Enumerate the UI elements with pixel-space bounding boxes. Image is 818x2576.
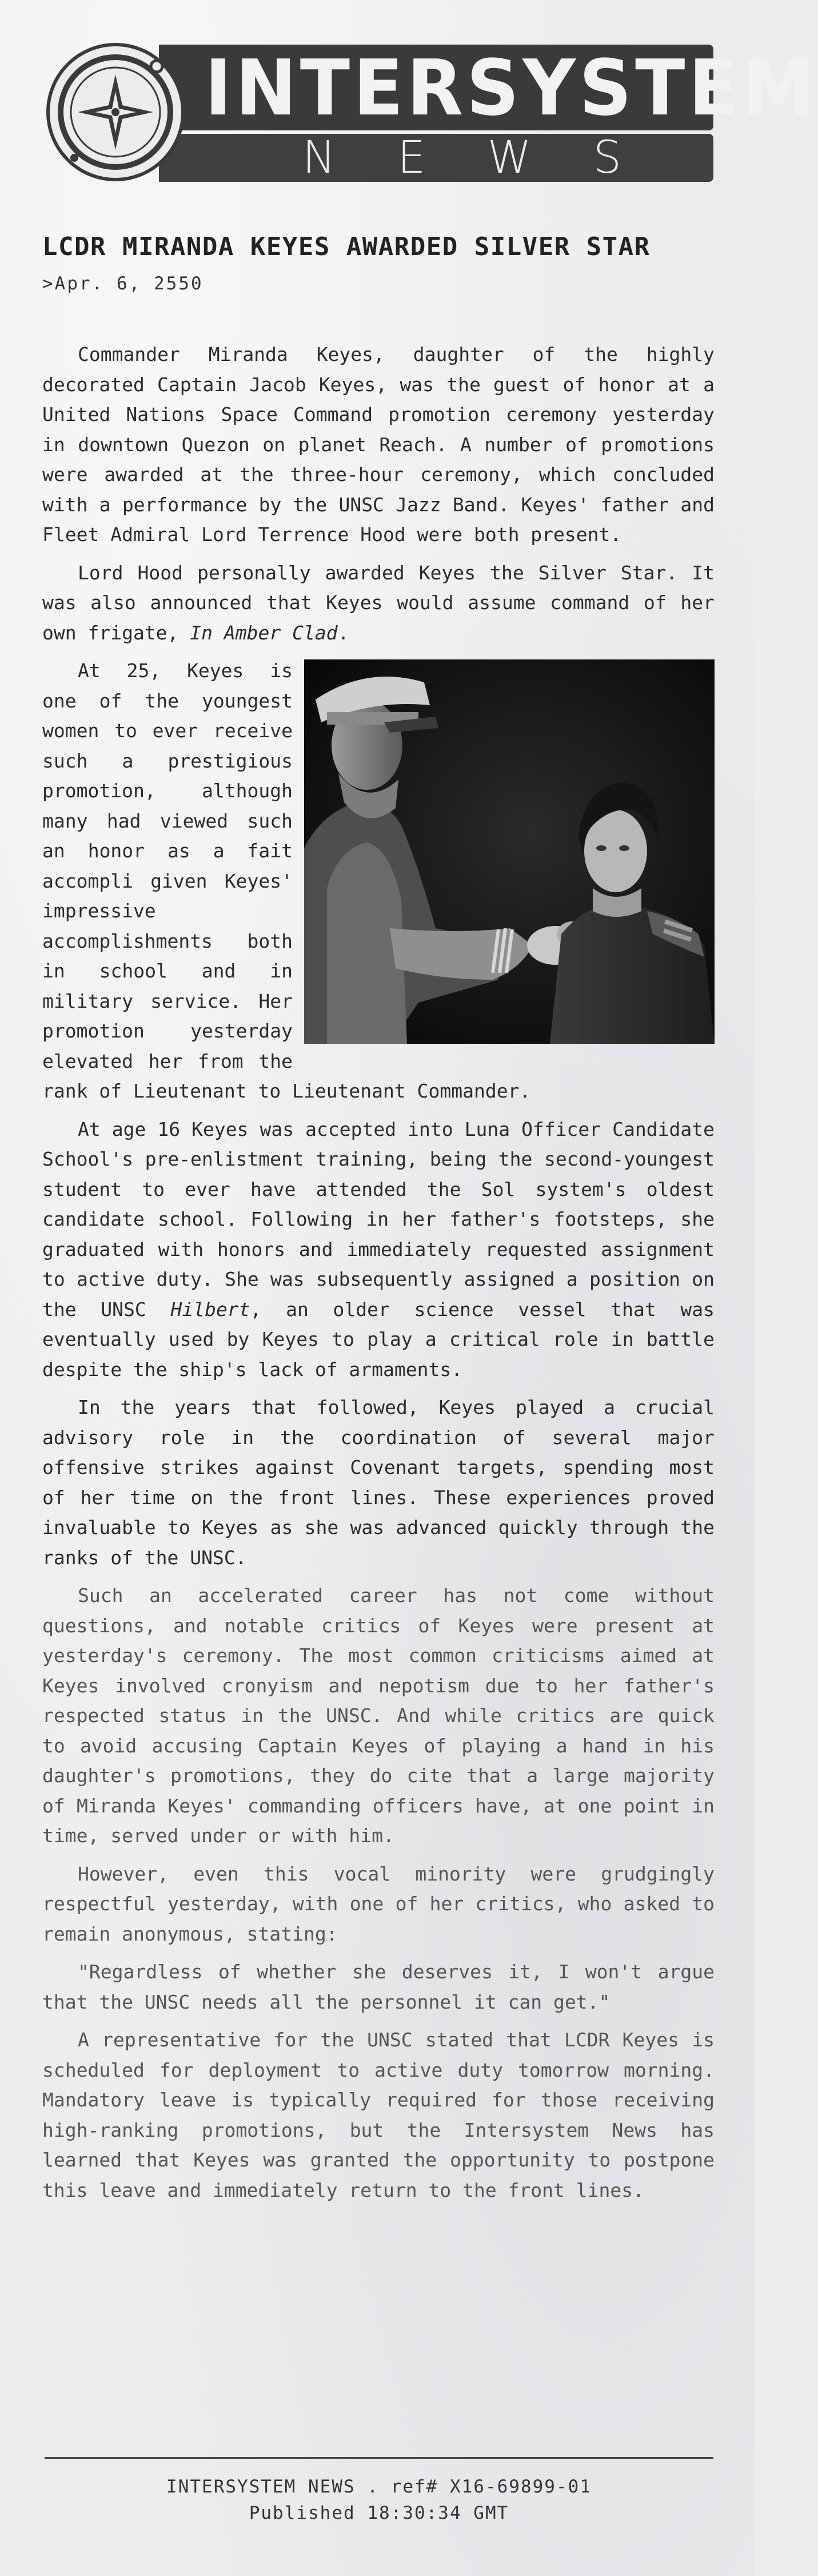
ceremony-photo-illustration [304,659,715,1044]
paragraph-2-text: Lord Hood personally awarded Keyes the Silver Star. It was also announced that Keyes would assume command of her own frigate, [42,561,715,644]
compass-star-icon [45,41,186,183]
paragraph-8-quote: "Regardless of whether she deserves it, I won't argue that the UNSC needs all the personnel it can get." [42,1961,715,2013]
paragraph-1: Commander Miranda Keyes, daughter of the highly decorated Captain Jacob Keyes, was the guest of honor at a United Nations Space Command promotion ceremony yesterday in downtown Quezon on planet Reach. A number of promotions were awarded at the three-hour ceremony, which concluded with a performance by the UNSC Jazz Band. Keyes' father and Fleet Admiral Lord Terrence Hood were both present. [42,343,715,546]
paragraph-5: In the years that followed, Keyes played a crucial advisory role in the coordination of several major offensive strikes against Covenant targets, spending most of her time on the front lines. These experiences proved invaluable to Keyes as she was advanced quickly through the ranks of the UNSC. [42,1396,715,1569]
paragraph-6: Such an accelerated career has not come without questions, and notable critics of Keyes were present at yesterday's ceremony. The most common criticisms aimed at Keyes involved cronyism and nepotism due to her father's respected status in the UNSC. And while critics are quick to avoid accusing Captain Keyes of playing a hand in his daughter's promotions, they do cite that a large majority of Miranda Keyes' commanding officers have, at one point in time, served under or with him. [42,1584,715,1847]
paragraph-3: At 25, Keyes is one of the youngest women to ever receive such a prestigious promotion, although many had viewed such an honor as a fait accompli given Keyes' impressive accomplishments both in school and in military service. Her promotion yesterday elevated her from the rank of Lieutenant to Lieutenant Commander. [42,659,531,1102]
paragraph-2 [42,558,715,649]
masthead-title: INTERSYSTEM [205,43,818,133]
paragraph-9: A representative for the UNSC stated that LCDR Keyes is scheduled for deployment to active duty tomorrow morning. Mandatory leave is typically required for those receiving high-ranking promotions, but the Intersystem News has learned that Keyes was granted the opportunity to postpone this leave and immediately return to the front lines. [42,2029,715,2201]
footer-reference: INTERSYSTEM NEWS . ref# X16-69899-01 [166,2476,592,2497]
ship-name-in-amber-clad: In Amber Clad [190,621,338,644]
article-dateline: >Apr. 6, 2550 [42,273,203,294]
masthead [45,41,818,184]
footer-divider [45,2457,713,2459]
paragraph-2-end: . [337,621,349,644]
masthead-subtitle: NEWS [302,132,684,184]
article-headline: LCDR MIRANDA KEYES AWARDED SILVER STAR [42,232,651,261]
ceremony-photo [304,659,715,1044]
article-body [42,340,715,2213]
paragraph-7: However, even this vocal minority were grudgingly respectful yesterday, with one of her critics, who asked to remain anonymous, stating: [42,1862,715,1945]
paragraph-4 [42,1115,715,1385]
ship-name-hilbert: Hilbert [170,1298,250,1321]
paragraph-4-end: , an older science vessel that was eventually used by Keyes to play a critical role in battle despite the ship's lack of armaments. [42,1298,715,1381]
paragraph-4-text: At age 16 Keyes was accepted into Luna Officer Candidate School's pre-enlistment training, being the second-youngest student to ever have attended the Sol system's oldest candidate school. Following in her father's footsteps, she graduated with honors and immediately requested assignment to active duty. She was subsequently assigned a position on the UNSC [42,1118,715,1321]
footer-published-time: Published 18:30:34 GMT [249,2503,509,2523]
